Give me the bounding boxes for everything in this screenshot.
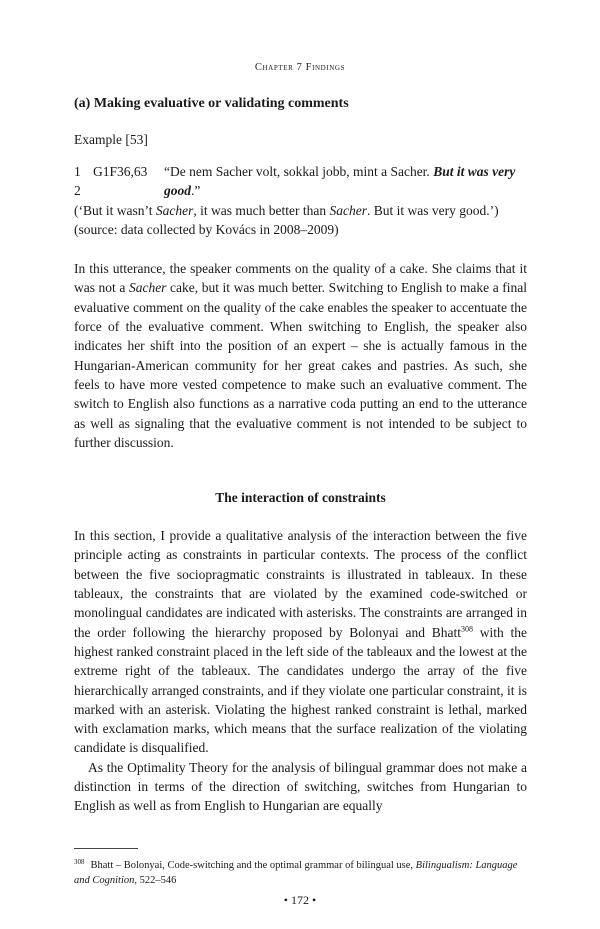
line-number: 2	[74, 183, 81, 199]
speaker-id: G1F36,63	[93, 164, 148, 179]
example-source: (source: data collected by Kovács in 2008–2009)	[74, 221, 339, 237]
footnote-number: 308	[74, 858, 85, 866]
paragraph: In this utterance, the speaker comments on the quality of a cake. She claims that it was not a Sacher cake, but it was much better. Switching to English to make a final evaluative comment on the quality of the cake enables the speaker to accentuate the force of the evaluative comment. When switching to English, the speaker also indicates her shift into the position of an expert – she is actually famous in the Hungarian-American community for her great cakes and pastries. As such, she feels to have more vested competence to make such an evaluative comment. The switch to English also functions as a narrative coda putting an end to the utterance as well as signaling that the evaluative comment is not intended to be subject to further discussion.	[74, 261, 528, 450]
main-content	[74, 96, 527, 816]
example-line-2	[74, 181, 527, 200]
subheading: The interaction of constraints	[215, 490, 386, 506]
utterance-english: good	[164, 183, 191, 199]
paragraph: In this section, I provide a qualitative analysis of the interaction between the five principle acting as constraints in particular contexts. The process of the conflict between the five sociopragmatic constraints is illustrated in tableaux. In these tableaux, the constraints that are violated by the examined code-switched or monolingual candidates are indicated with asterisks. The constraints are arranged in the order following the hierarchy proposed by Bolonyai and Bhatt$^{308}$ with the highest ranked constraint placed in the left side of the tableaux and the lowest at the extreme right of the tableaux. The candidates undergo the array of the five hierarchically arranged constraints, and if they violate one particular constraint, it is marked with an asterisk. Violating the highest ranked constraint is lethal, marked with exclamation marks, which means that the surface realization of the violating candidate is disqualified.	[74, 528, 527, 756]
line-number: 1	[74, 164, 81, 179]
example-label: Example [53]	[74, 132, 148, 147]
footnote-divider	[74, 848, 138, 849]
running-header: Chapter 7 Findings	[254, 62, 346, 73]
utterance-hungarian: “De nem Sacher volt, sokkal jobb, mint a Sacher.	[164, 164, 434, 179]
example-line-1	[74, 162, 527, 181]
page-number: • 172 •	[283, 893, 317, 907]
paragraph: As the Optimality Theory for the analysis of bilingual grammar does not make a distinction in terms of the direction of switching, switches from Hungarian to English as well as from English to Hungarian are equally	[74, 759, 527, 814]
example-block	[74, 162, 527, 239]
section-heading: (a) Making evaluative or validating comments	[74, 96, 349, 111]
example-translation: (‘But it wasn’t Sacher, it was much better than Sacher. But it was very good.’)	[74, 202, 499, 218]
footnote-ref[interactable]: 308	[460, 624, 473, 634]
utterance-text	[164, 162, 527, 181]
utterance-english: But it was very	[433, 164, 516, 179]
footnote: $^{308}$ Bhatt – Bolonyai, Code-switching and the optimal grammar of bilingual use, Bilingualism: Language and Cognition, 522–546	[74, 858, 518, 886]
utterance-text: good.”	[164, 183, 201, 199]
